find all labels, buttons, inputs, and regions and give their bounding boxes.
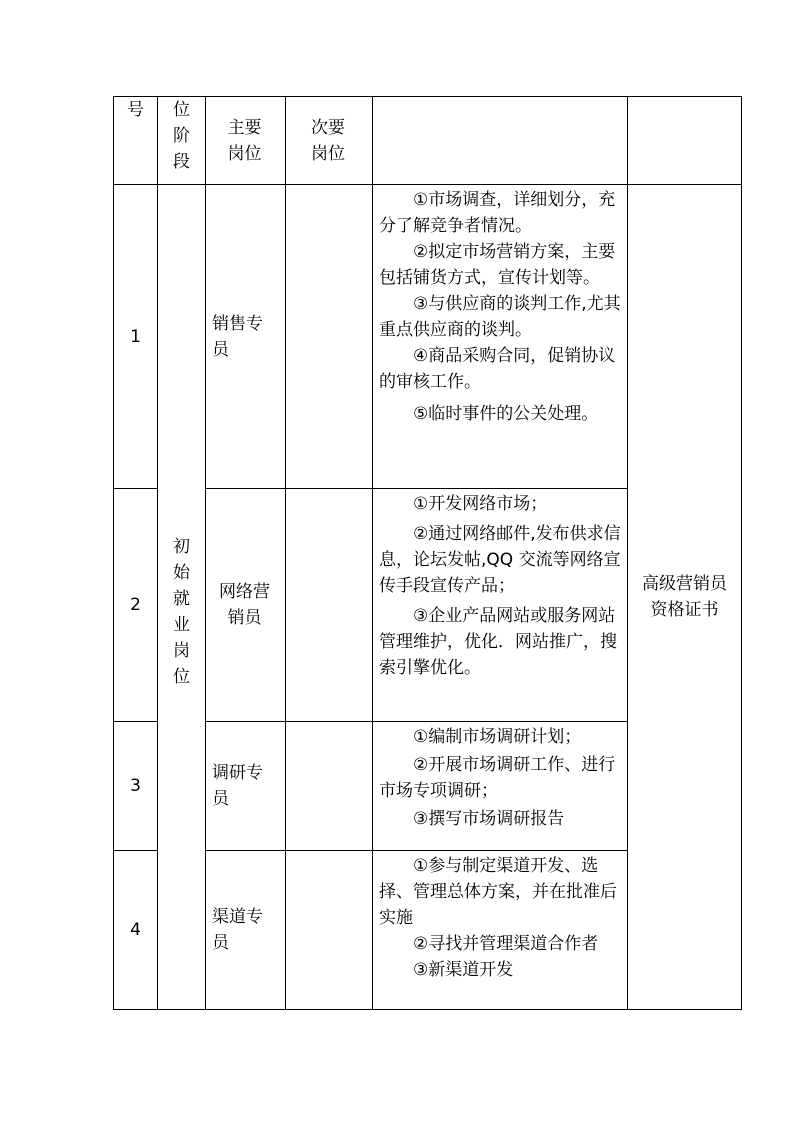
row-num: 1 — [114, 185, 158, 489]
main-post-cell: 调研专员 — [206, 722, 286, 851]
duty-item: ①开发网络市场； — [413, 494, 548, 514]
main-post-cell: 网络营销员 — [206, 489, 286, 722]
duty-item: ①编制市场调研计划； — [413, 727, 582, 747]
duty-item: ②寻找并管理渠道合作者 — [413, 934, 599, 954]
duty-item: ②拟定市场营销方案，主要包括铺货方式，宣传计划等。 — [379, 242, 616, 288]
duty-item: ③新渠道开发 — [413, 960, 514, 980]
row-num: 2 — [114, 489, 158, 722]
header-row — [114, 97, 742, 185]
header-secondary-post: 次要岗位 — [286, 97, 373, 185]
stage-label: 初始就业岗位 — [173, 537, 190, 687]
duty-item: ①参与制定渠道开发、选择、管理总体方案，并在批准后实施 — [379, 856, 617, 928]
secondary-post-cell — [286, 851, 373, 1010]
duties-cell — [373, 489, 628, 722]
duties-cell — [373, 185, 628, 489]
duty-item: ①市场调查，详细划分，充分了解竞争者情况。 — [379, 190, 616, 236]
secondary-post-cell — [286, 722, 373, 851]
header-stage: 位阶段 — [158, 97, 206, 185]
duties-cell — [373, 851, 628, 1010]
duties-cell — [373, 722, 628, 851]
row-num: 4 — [114, 851, 158, 1010]
certificate-cell — [628, 185, 742, 1010]
main-post-cell: 渠道专员 — [206, 851, 286, 1010]
main-post-cell: 销售专员 — [206, 185, 286, 489]
duty-item: ②开展市场调研工作、进行市场专项调研； — [379, 755, 616, 801]
header-duties — [373, 97, 628, 185]
header-cert — [628, 97, 742, 185]
header-main-post: 主要岗位 — [206, 97, 286, 185]
row-num: 3 — [114, 722, 158, 851]
header-num: 号 — [114, 97, 158, 185]
duty-item: ③撰写市场调研报告 — [413, 809, 565, 829]
job-table — [113, 96, 742, 1010]
duty-item: ④商品采购合同，促销协议的审核工作。 — [379, 346, 616, 392]
table-row — [114, 185, 742, 489]
secondary-post-cell — [286, 489, 373, 722]
duty-item: ③企业产品网站或服务网站管理维护，优化．网站推广，搜索引擎优化。 — [379, 606, 617, 678]
duty-item: ⑤临时事件的公关处理。 — [413, 404, 599, 424]
certificate-label: 高级营销员资格证书 — [642, 574, 727, 620]
duty-item: ②通过网络邮件,发布供求信息，论坛发帖,QQ 交流等网络宣传手段宣传产品； — [379, 524, 621, 596]
secondary-post-cell — [286, 185, 373, 489]
duty-item: ③与供应商的谈判工作,尤其重点供应商的谈判。 — [379, 294, 621, 340]
stage-cell — [158, 185, 206, 1010]
